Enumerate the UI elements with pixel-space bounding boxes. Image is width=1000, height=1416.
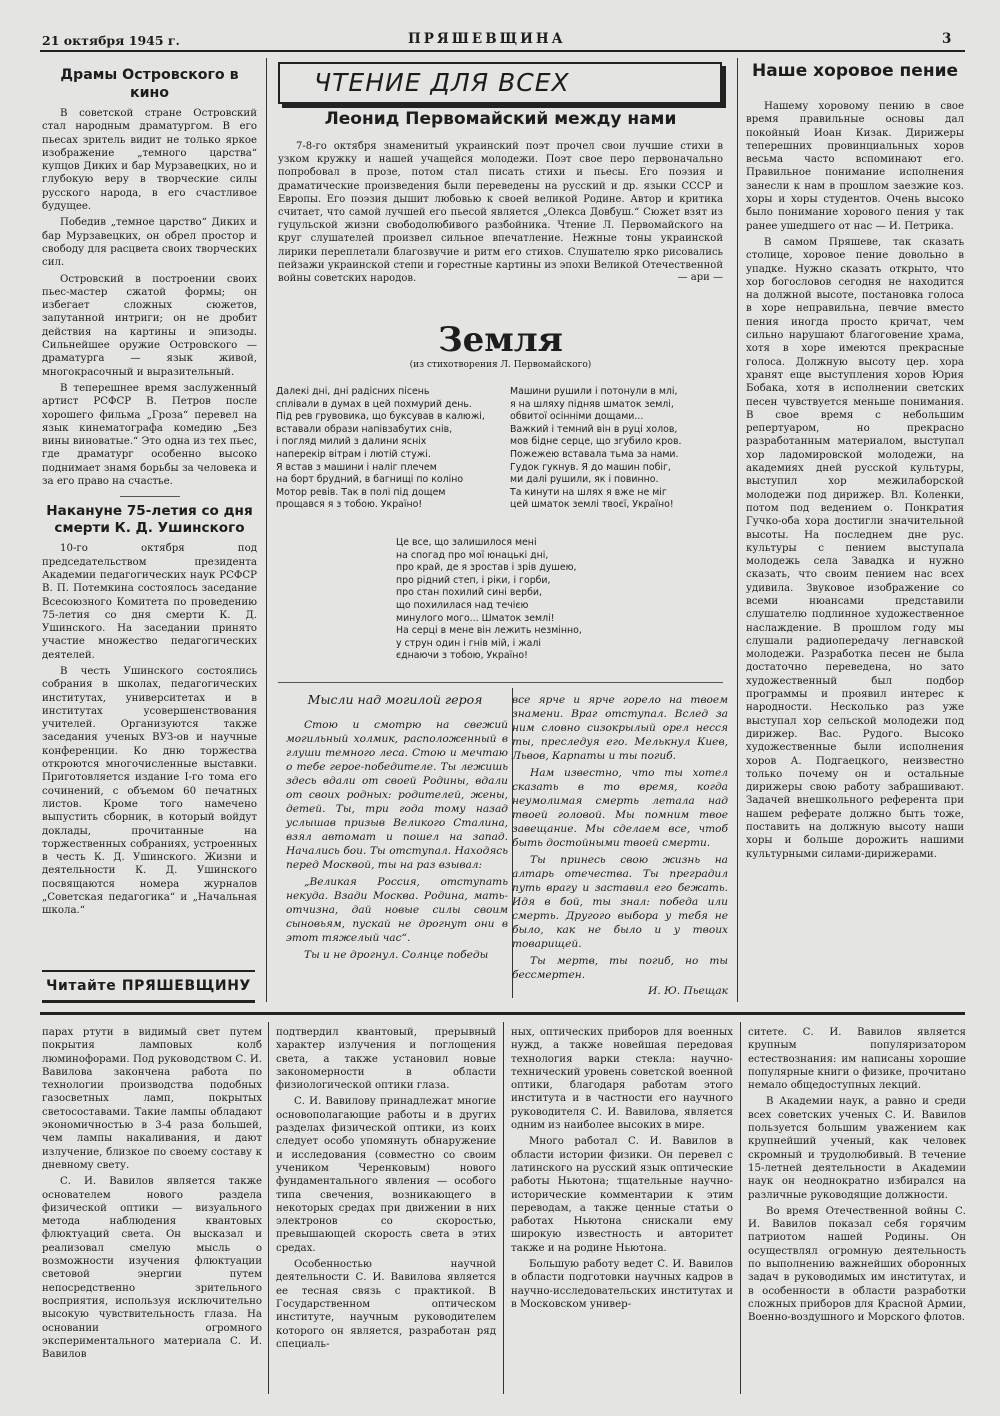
paragraph: Нам известно, что ты хотел сказать в то время, когда неумолимая смерть летала над твоей головой. Мы помним твое завещание. Мы сделаем все, чтоб быть достойными твоей смерти. (512, 767, 728, 849)
article-intro (278, 140, 723, 283)
column-divider (737, 58, 738, 1002)
paragraph: Во время Отечественной войны С. И. Вавилов показал себя горячим патриотом нашей Родины. Он осуществлял огромную деятельность по выполнению важнейших оборонных задач в руководимых им институтах, и в особенности в области разработки сложных приборов для Красной Армии, Военно-воздушного и Морского флотов. (748, 1205, 966, 1324)
bottom-column-1 (42, 1026, 262, 1364)
poem-stanza-right: Машини рушили і потонули в млі, я на шляху підняв шматок землі, обвитої осінніми дощами... Важкий і темний він в руці холов, мов бідне серце, що згубило кров. Пожежею вставала тьма за нами. Гудок гукнув. Я до машин побіг, ми далі рушили, як і повинно. Та кинути на шлях я вже не міг цей шматок землі твоєї, Україно! (510, 386, 682, 511)
page-number: 3 (942, 31, 952, 47)
essay-author: И. Ю. Пьещак (648, 985, 728, 997)
column-right (746, 60, 964, 864)
paragraph: Ты и не дрогнул. Солнце победы (304, 949, 489, 961)
issue-date: 21 октября 1945 г. (42, 33, 180, 48)
paragraph: подтвердил квантовый, прерывный характер излучения и поглощения света, а также установил новые закономерности в области физиологической оптики глаза. (276, 1027, 496, 1092)
section-rule (40, 1012, 965, 1015)
essay-right (512, 693, 728, 997)
column-divider (266, 58, 267, 1002)
paragraph: В Академии наук, а равно и среди всех советских ученых С. И. Вавилов пользуется большим уважением как крупнейший ученый, как человек скромный и трудолюбивый. В течение 15-летней деятельности в Академии наук он неоднократно избирался на различные руководящие должности. (748, 1096, 966, 1201)
paragraph: Ты мертв, ты погиб, но ты бессмертен. (512, 955, 728, 981)
article-ostrovsky-title: Драмы Островского в кино (60, 67, 239, 101)
paragraph: Островский в построении своих пьес-мастер сжатой формы; он избегает сложных сюжетов, запутанной интриги; он не дробит действия на картины и эпизоды. Сильнейшее оружие Островского — драматурга — язык живой, многокрасочный и выразительный. (42, 273, 257, 378)
paragraph: В честь Ушинского состоялись собрания в школах, педагогических институтах, университетах и в институтах усовершенствования учителей. Организуются также заседания ученых ВУЗ-ов и научные конференции. Ко дню торжества откроются многочисленные выставки. Приготовляется издание I-го тома его сочинений, с объемом 60 печатных листов. Кроме того намечено выпустить сборник, в который войдут доклады, прочитанные на торжественных собраниях, устроенных в честь К. Д. Ушинского. Жизни и деятельности К. Д. Ушинского посвящаются номера журналов „Советская педагогика“ и „Начальная школа.“ (42, 665, 257, 917)
column-left (42, 60, 257, 921)
subscribe-banner (42, 970, 255, 1003)
header (40, 30, 960, 50)
divider (120, 496, 180, 497)
paragraph: Нашему хоровому пению в свое время правильные основы дал покойный Иоан Кизак. Дирижеры теперешних провинциальных хоров весьма часто вспоминают его. Правильное понимание исполнения занесли к нам в прошлом заезжие коз. хоры и хоры студентов. Очень высоко было понимание хорового пения у так ранее ушедшего от нас — И. Петрика. (746, 101, 964, 232)
column-divider (268, 1022, 269, 1394)
masthead: ПРЯШЕВЩИНА (408, 31, 566, 47)
poem-stanza-center: Це все, що залишилося мені на спогад про мої юнацькі дні, про край, де я зростав і зрів душею, про рідний степ, і ріки, і горби, про стан похилий сині верби, що похилилася над течією минулого мого... Шматок землі! На серці в мене він лежить незмінно, у струн один і гнів мій, і жалі єднаючи з тобою, Україно! (396, 537, 582, 662)
paragraph: все ярче и ярче горело на твоем знамени. Враг отступал. Вслед за ним словно сизокрылый орел несся ты, преследуя его. Мелькнул Киев, Львов, Карпаты и ты погиб. (512, 694, 728, 762)
author-sign: — ари — (677, 272, 723, 284)
poem-title: Земля (438, 320, 563, 360)
paragraph: 10-го октября под председательством президента Академии педагогических наук РСФСР В. П. Потемкина состоялось заседание Всесоюзного Комитета по проведению 75-летия со дня смерти К. Д. Ушинского. На заседании принято участие множество педагогических деятелей. (42, 543, 257, 661)
paragraph: В советской стране Островский стал народным драматургом. В его пьесах зритель видит не только яркое изображение „темного царства“ купцов Диких и бар Мурзавецких, но и глубокую веру в творческие силы русского народа, в его счастливое будущее. (42, 108, 257, 213)
essay-rule (278, 682, 723, 683)
article-title: Леонид Первомайский между нами (324, 109, 677, 129)
article-choir-title: Наше хоровое пение (751, 61, 959, 81)
paragraph: Стою и смотрю на свежий могильный холмик, расположенный в глуши темного леса. Стою и мечтаю о тебе герое-победителе. Ты лежишь здесь вдали от своей Родины, вдали от своих родных: родителей, жены, детей. Ты, три года тому назад услышав призыв Великого Сталина, взял автомат и пошел на запад. Начались бои. Ты отступал. Находясь перед Москвой, ты на раз взывал: (286, 719, 508, 871)
bottom-column-4 (748, 1026, 966, 1328)
bottom-column-3 (511, 1026, 733, 1314)
essay-title: Мысли над могилой героя (307, 692, 483, 707)
paragraph: Много работал С. И. Вавилов в области истории физики. Он перевел с латинского на русский язык оптические работы Ньютона; тщательные научно-исторические комментарии к этим переводам, а также ценные статьи о работах Ньютона снискали ему широкую известность и авторитет также и на родине Ньютона. (511, 1136, 733, 1254)
paragraph: ных, оптических приборов для военных нужд, а также новейшая передовая технология варки стекла: научно-технический уровень советской военной оптики, благодаря работам этого института и в частности его научного руководителя С. И. Вавилова, является одним из наиболее высоких в мире. (511, 1027, 733, 1132)
paragraph: С. И. Вавилову принадлежат многие основополагающие работы и в других разделах физической оптики, из коих следует особо упомянуть обнаружение и исследования (совместно со своим учеником Черенковым) нового фундаментального явления — особого типа свечения, возникающего в некоторых средах при движении в них электронов со скоростью, превышающей скорость света в этих средах. (276, 1096, 496, 1254)
paragraph: Победив „темное царство“ Диких и бар Мурзавецких, он обрел простор и свободу для расцвета своих творческих сил. (42, 217, 257, 269)
paragraph: 7-8-го октября знаменитый украинский поэт прочел свои лучшие стихи в узком кружку и нашей учащейся молодежи. Поэт свое перо первоначально попробовал в прозе, потом стал писать стихи и пьесы. Его поэзия и драматические произведения были переведены на русский и др. языки СССР и Европы. Его поэзия дышит любовью к своей великой Родине. Автор и критика считает, что самой лучшей его пьесой является „Олекса Довбуш.“ Сюжет взят из гуцульской жизни свободолюбивого разбойника. Чтение Л. Первомайского на круг слушателей произвел сильное впечатление. Нежные тоны украинской лирики переплетали благозвучие и ритм его стихов. Слушателю ярко рисовались пейзажи украинской степи и горестные картины из эпохи Великой Отечественной войны советских народов. (278, 141, 723, 285)
column-divider (503, 1022, 504, 1394)
paragraph: Ты принесь свою жизнь на алтарь отечества. Ты преградил путь врагу и заставил его бежать. Идя в бой, ты знал: победа или смерть. Другого выбора у тебя не было, как не было и у твоих товарищей. (512, 854, 728, 950)
paragraph: Особенностью научной деятельности С. И. Вавилова является ее тесная связь с практикой. В Государственном оптическом институте, научным руководителем которого он является, разработан ряд специаль- (276, 1259, 496, 1350)
paragraph: ситете. С. И. Вавилов является крупным популяризатором естествознания: им написаны хорошие популярные книги о физике, прочитано немало общедоступных лекций. (748, 1027, 966, 1092)
paragraph: „Великая Россия, отступать некуда. Взади Москва. Родина, мать-отчизна, дай новые силы своим сыновьям, пускай не дрогнут они в этот тяжелый час“. (286, 876, 508, 944)
column-divider (740, 1022, 741, 1394)
header-rule (40, 50, 965, 52)
section-title-box (278, 62, 722, 104)
article-ushinsky-title: Накануне 75-летия со дня смерти К. Д. Ушинского (46, 503, 253, 537)
paragraph: С. И. Вавилов является также основателем нового раздела физической оптики — визуального метода наблюдения квантовых флюктуаций света. Он высказал и реализовал смелую мысль о возможности изучения флюктуации световой энергии путем непосредственно зрительного восприятия, используя исключительно высокую чувствительность глаза. На основании огромного экспериментального материала С. И. Вавилов (42, 1176, 262, 1361)
paragraph: парах ртути в видимый свет путем покрытия ламповых колб люминофорами. Под руководством С. И. Вавилова закончена работа по технологии производства подобных газосветных ламп, покрытых светосоставами. Такие лампы обладают экономичностью в 3-4 раза большей, чем лампы накаливания, и дают излучение, близкое по своему составу к дневному свету. (42, 1027, 262, 1171)
paragraph: Большую работу ведет С. И. Вавилов в области подготовки научных кадров в научно-исследовательских институтах и в Московском универ- (511, 1259, 733, 1310)
essay-left (286, 718, 508, 965)
paragraph: В теперешнее время заслуженный артист РСФСР В. Петров после хорошего фильма „Гроза“ перевел на язык кинематографа комедию „Без вины виноватые.“ Это одна из тех пьес, где драматург особенно высоко поднимает знамя борьбы за человека и за его право на счастье. (42, 382, 257, 488)
bottom-column-2 (276, 1026, 496, 1354)
subscribe-banner-text: Читайте ПРЯШЕВЩИНУ (46, 978, 251, 994)
poem-stanza-left: Далекі дні, дні радісних пісень сплівали в думах в цей похмурий день. Під рев грувовика, що буксував в калюжі, вставали образи напівзабутих снів, і погляд милий з далини ясніх наперекір вітрам і лютій стужі. Я встав з машини і наліг плечем на борт брудний, в багнищі по коліно Мотор ревів. Так в полі під дощем прощався я з тобою. Україно! (276, 386, 485, 511)
poem-subtitle: (из стихотворения Л. Первомайского) (409, 360, 592, 370)
section-title: ЧТЕНИЕ ДЛЯ ВСЕХ (314, 68, 570, 97)
paragraph: В самом Пряшеве, так сказать столице, хоровое пение довольно в упадке. Нужно сказать открыто, что хор богословов сегодня не находится на должной высоте, постановка голоса в хоре неправильна, певчие вместо пения иногда просто кричат, чем сильно нарушают благоговение храма, хотя в хоре имеются прекрасные голоса. Должную высоту цер. хора хранят еще выступления хоров Юрия Бобака, хотя в исполнении светских песен чувствуется меньше понимания. В свое время с небольшим репертуаром, но прекрасно разработанным материалом, выступал хор ладомировской молодежи, на академиях дней русской культуры, выступил хор межилаборской молодежи под дирижер. Вл. Коленки, потом под ведением о. Понкратия Гучко-оба хора достигли значительной высоты. На последнем дне рус. культуры с пением выступала молодежь села Завадка и нужно сказать, что своим пением нас всех удивила. Звуковое изображение со всеми нюансами представили слушателю подлинное художественное наслаждение. В прошлом году мы слушали радиопередачу легнавской молодежи. Разработка песен не была достаточно переведена, но зато художественный был подбор программы и проявил интерес к народности. Несколько раз уже выступал хор сельской молодежи под дирижер. Вас. Рудого. Высоко художественные были исполнения хоров А. Подгаецкого, неизвестно только почему он и остальные дирижеры свою работу забрашивают. Задачей внешкольного референта при нашем реферате должно быть тоже, поставить на должную высоту наши хоры и больше дорожить нашими культурными силами-дирижерами. (746, 236, 964, 860)
